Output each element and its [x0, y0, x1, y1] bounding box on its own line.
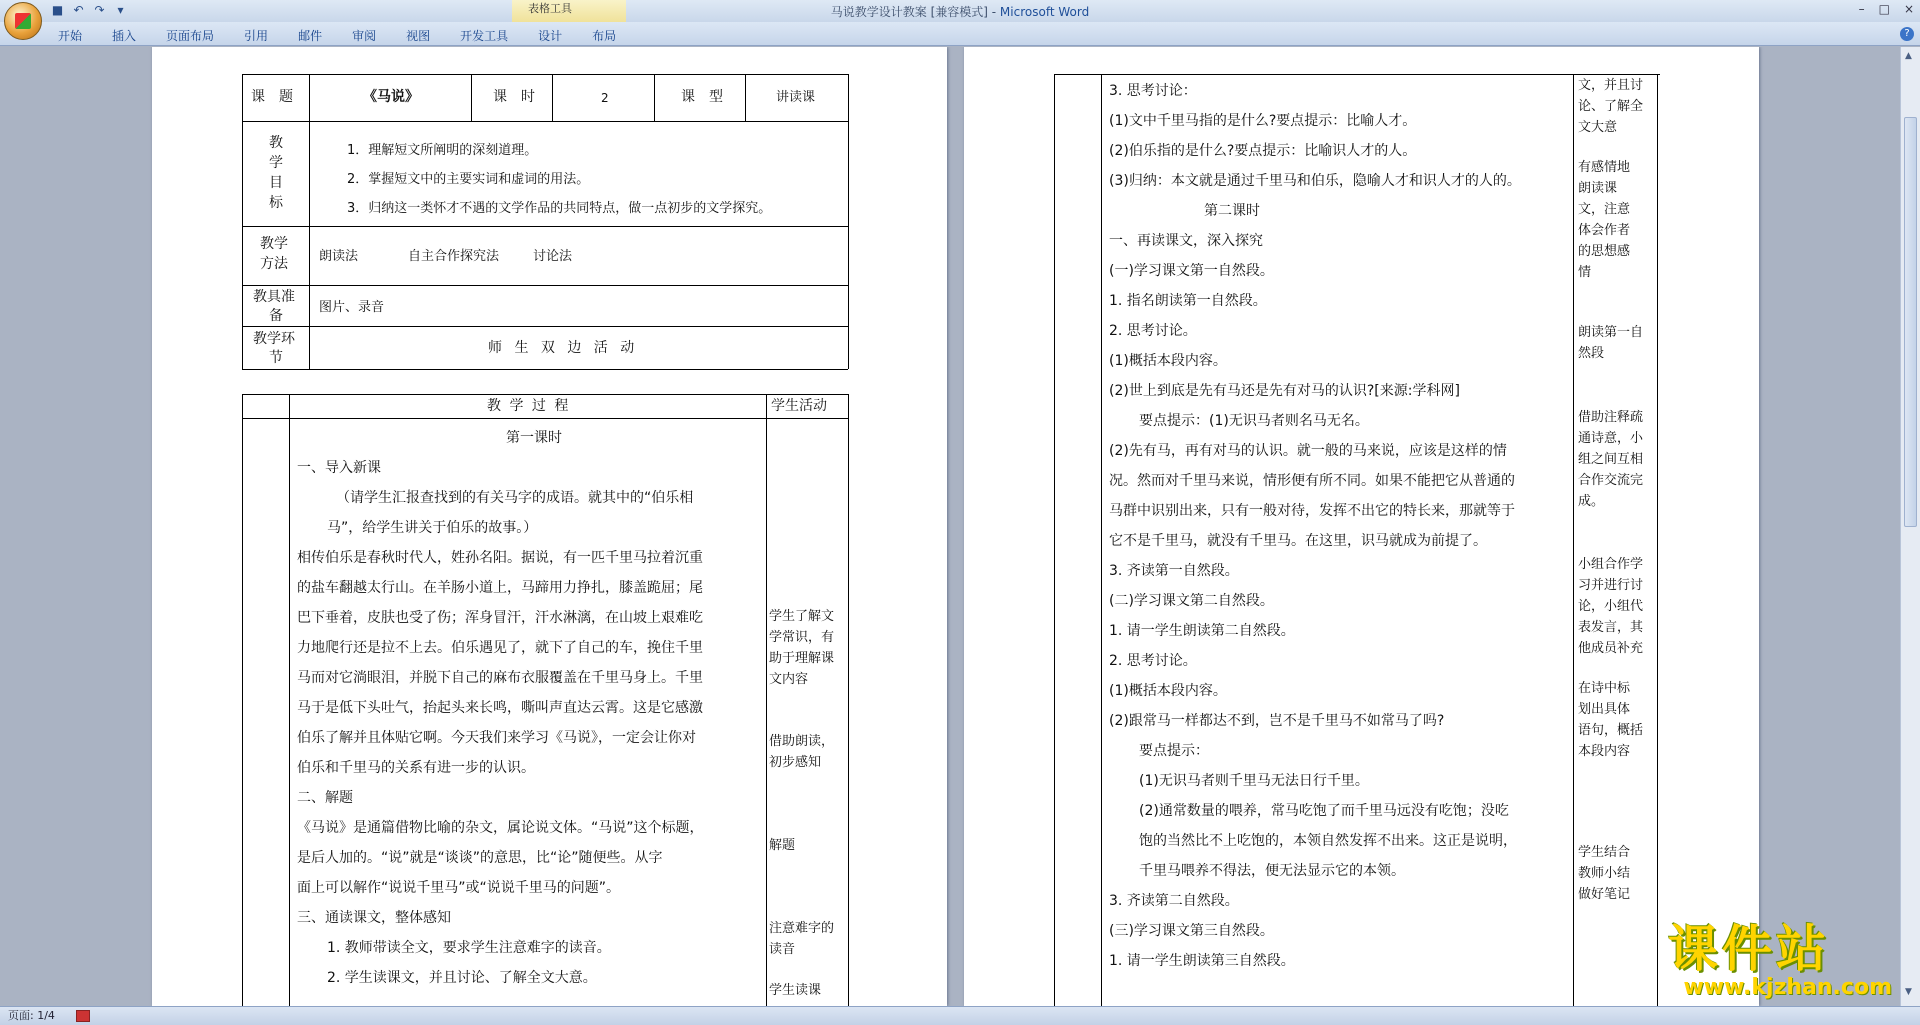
redo-icon[interactable]: ↷	[94, 3, 105, 17]
table-tools-title: 表格工具	[512, 0, 626, 22]
vertical-scrollbar[interactable]	[1900, 47, 1920, 1006]
side-note: 论，小组代	[1578, 599, 1644, 614]
text-line: 要点提示：	[1139, 743, 1209, 759]
side-note: 论、了解全	[1578, 99, 1644, 114]
scroll-down-icon[interactable]: ▼	[1905, 987, 1912, 997]
goal-label-char: 标	[269, 195, 283, 211]
text-line: (二)学习课文第二自然段。	[1109, 593, 1274, 609]
table-border	[242, 418, 848, 419]
lesson-type-label: 课 型	[681, 89, 723, 105]
side-note: 借助朗读，	[769, 734, 835, 749]
proofing-icon[interactable]	[76, 1010, 90, 1022]
minimize-button[interactable]: –	[1858, 2, 1865, 16]
method-item: 朗读法	[319, 249, 359, 264]
text-line: 3. 齐读第二自然段。	[1109, 893, 1239, 909]
logo-text: 课件站	[1668, 920, 1830, 978]
goal-label-char: 学	[269, 155, 283, 171]
side-note: 解题	[769, 838, 796, 853]
undo-icon[interactable]: ↶	[73, 3, 84, 17]
link-label: 节	[269, 350, 283, 366]
text-line: 千里马喂养不得法，便无法显示它的本领。	[1139, 863, 1405, 879]
text-line: (2)先有马，再有对马的认识。就一般的马来说，应该是这样的情	[1109, 443, 1507, 459]
lesson-hours-label: 课 时	[493, 89, 535, 105]
text-line: 2. 思考讨论。	[1109, 323, 1197, 339]
table-border	[1054, 74, 1055, 1006]
side-note: 表发言，其	[1578, 620, 1644, 635]
text-line: 饱的当然比不上吃饱的，本领自然发挥不出来。这正是说明，	[1139, 833, 1517, 849]
text-line: 第一课时	[506, 430, 562, 446]
side-note: 学生读课	[769, 983, 822, 998]
tab-references[interactable]: 引用	[244, 29, 269, 43]
logo-url: www.kjzhan.com	[1683, 975, 1892, 1000]
side-note: 助于理解课	[769, 651, 835, 666]
text-line: 巴下垂着，皮肤也受了伤；浑身冒汗，汗水淋漓，在山坡上艰难吃	[297, 610, 703, 626]
tab-view[interactable]: 视图	[406, 29, 431, 43]
side-note: 文，并且讨	[1578, 78, 1644, 93]
text-line: (1)概括本段内容。	[1109, 353, 1227, 369]
text-line: (3)归纳：本文就是通过千里马和伯乐，隐喻人才和识人才的人的。	[1109, 173, 1521, 189]
text-line: 马群中识别出来，只有一般对待，发挥不出它的特长来，那就等于	[1109, 503, 1515, 519]
table-border	[242, 74, 848, 75]
side-note: 情	[1578, 265, 1592, 280]
side-note: 体会作者	[1578, 223, 1631, 238]
method-item: 自主合作探究法	[408, 249, 500, 264]
table-border	[242, 394, 848, 395]
method-label: 教学	[260, 236, 288, 252]
link-value: 师 生 双 边 活 动	[488, 340, 639, 356]
text-line: 的盐车翻越太行山。在羊肠小道上，马蹄用力挣扎，膝盖跪屈；尾	[297, 580, 703, 596]
text-line: (2)跟常马一样都达不到，岂不是千里马不如常马了吗?	[1109, 713, 1445, 729]
table-border	[471, 74, 472, 121]
table-border	[242, 285, 848, 286]
tools-label: 备	[269, 308, 283, 324]
side-note: 习并进行讨	[1578, 578, 1644, 593]
side-note: 学常识，有	[769, 630, 835, 645]
table-border	[289, 394, 290, 1006]
table-border	[1573, 74, 1574, 1006]
side-note: 做好笔记	[1578, 887, 1631, 902]
text-line: 要点提示：(1)无识马者则名马无名。	[1139, 413, 1369, 429]
text-line: 伯乐了解并且体贴它啊。今天我们来学习《马说》，一定会让你对	[297, 730, 696, 746]
tab-mailings[interactable]: 邮件	[298, 29, 323, 43]
text-line: 力地爬行还是拉不上去。伯乐遇见了，就下了自己的车，挽住千里	[297, 640, 703, 656]
lesson-type-value: 讲读课	[776, 90, 816, 105]
text-line: (2)伯乐指的是什么?要点提示：比喻识人才的人。	[1109, 143, 1417, 159]
text-line: (2)通常数量的喂养，常马吃饱了而千里马远没有吃饱；没吃	[1139, 803, 1509, 819]
side-note: 学生了解文	[769, 609, 835, 624]
side-note: 借助注释疏	[1578, 410, 1644, 425]
table-border	[242, 369, 848, 370]
side-note: 有感情地	[1578, 160, 1631, 175]
tab-review[interactable]: 审阅	[352, 29, 377, 43]
side-note: 他成员补充	[1578, 641, 1644, 656]
text-line: 1. 请一学生朗读第三自然段。	[1109, 953, 1295, 969]
side-note: 注意难字的	[769, 921, 835, 936]
goal-label-char: 目	[269, 175, 283, 191]
document-area	[0, 47, 1900, 1006]
table-border	[766, 394, 767, 1006]
text-line: 1. 指名朗读第一自然段。	[1109, 293, 1267, 309]
side-note: 组之间互相	[1578, 452, 1644, 467]
status-bar	[0, 1006, 1920, 1025]
side-note: 文大意	[1578, 120, 1618, 135]
text-line: (1)文中千里马指的是什么?要点提示：比喻人才。	[1109, 113, 1417, 129]
side-note: 通诗意，小	[1578, 431, 1644, 446]
tab-layout[interactable]: 布局	[592, 29, 617, 43]
maximize-button[interactable]: □	[1878, 2, 1890, 16]
table-border	[242, 226, 848, 227]
table-border	[654, 74, 655, 121]
lesson-title-label: 课 题	[251, 89, 293, 105]
ribbon	[0, 22, 1920, 46]
side-note: 小组合作学	[1578, 557, 1644, 572]
text-line: 况。然而对千里马来说，情形便有所不同。如果不能把它从普通的	[1109, 473, 1515, 489]
title-bar	[0, 0, 1920, 22]
tools-value: 图片、录音	[319, 300, 385, 315]
text-line: (1)概括本段内容。	[1109, 683, 1227, 699]
side-note: 读音	[769, 942, 796, 957]
table-border	[242, 121, 848, 122]
student-activity-header: 学生活动	[771, 398, 827, 414]
text-line: 二、解题	[297, 790, 353, 806]
app-name: Microsoft Word	[999, 5, 1090, 19]
process-header: 教 学 过 程	[487, 398, 571, 414]
goal-item: 1．理解短文所阐明的深刻道理。	[347, 143, 538, 158]
table-border	[745, 74, 746, 121]
table-border	[1657, 74, 1658, 1006]
text-line: 三、通读课文，整体感知	[297, 910, 451, 926]
text-line: 《马说》是通篇借物比喻的杂文，属论说文体。“马说”这个标题，	[297, 820, 704, 836]
side-note: 的思想感	[1578, 244, 1631, 259]
scrollbar-thumb[interactable]	[1904, 117, 1917, 527]
side-note: 初步感知	[769, 755, 822, 770]
text-line: (1)无识马者则千里马无法日行千里。	[1139, 773, 1369, 789]
text-line: 马”，给学生讲关于伯乐的故事。）	[327, 520, 538, 536]
tab-insert[interactable]: 插入	[112, 29, 137, 43]
text-line: （请学生汇报查找到的有关马字的成语。就其中的“伯乐相	[336, 490, 694, 506]
goal-item: 2．掌握短文中的主要实词和虚词的用法。	[347, 172, 590, 187]
close-button[interactable]: ×	[1903, 2, 1914, 16]
side-note: 划出具体	[1578, 702, 1631, 717]
text-line: 3. 思考讨论：	[1109, 83, 1197, 99]
document-page-1[interactable]	[152, 47, 947, 1006]
office-logo-icon	[15, 13, 31, 29]
side-note: 朗读第一自	[1578, 325, 1644, 340]
text-line: 马而对它淌眼泪，并脱下自己的麻布衣服覆盖在千里马身上。千里	[297, 670, 703, 686]
text-line: 一、再读课文，深入探究	[1109, 233, 1263, 249]
page-indicator[interactable]: 页面: 1/4	[8, 1009, 55, 1022]
tab-developer[interactable]: 开发工具	[460, 29, 509, 43]
side-note: 在诗中标	[1578, 681, 1631, 696]
side-note: 语句，概括	[1578, 723, 1644, 738]
save-icon[interactable]: ■	[51, 3, 64, 17]
side-note: 合作交流完	[1578, 473, 1644, 488]
side-note: 学生结合	[1578, 845, 1631, 860]
text-line: 伯乐和千里马的关系有进一步的认识。	[297, 760, 535, 776]
text-line: (三)学习课文第三自然段。	[1109, 923, 1274, 939]
side-note: 文，注意	[1578, 202, 1631, 217]
side-note: 朗读课	[1578, 181, 1618, 196]
table-border	[242, 394, 243, 1006]
table-border	[552, 74, 553, 121]
table-border	[242, 74, 243, 369]
ribbon-tabs	[58, 27, 646, 44]
goal-label-char: 教	[269, 135, 283, 151]
text-line: 面上可以解作“说说千里马”或“说说千里马的问题”。	[297, 880, 621, 896]
text-line: (一)学习课文第一自然段。	[1109, 263, 1274, 279]
text-line: 它不是千里马，就没有千里马。在这里，识马就成为前提了。	[1109, 533, 1487, 549]
quick-access-toolbar	[50, 3, 128, 18]
method-label: 方法	[260, 256, 288, 272]
text-line: 2. 学生读课文，并且讨论、了解全文大意。	[327, 970, 597, 986]
tab-page-layout[interactable]: 页面布局	[166, 29, 215, 43]
goal-item: 3．归纳这一类怀才不遇的文学作品的共同特点，做一点初步的文学探究。	[347, 201, 772, 216]
table-border	[1054, 74, 1660, 75]
side-note: 本段内容	[1578, 744, 1631, 759]
table-border	[242, 326, 848, 327]
help-icon[interactable]: ?	[1900, 27, 1914, 41]
text-line: 相传伯乐是春秋时代人，姓孙名阳。据说，有一匹千里马拉着沉重	[297, 550, 703, 566]
side-note: 教师小结	[1578, 866, 1631, 881]
customize-qat-icon[interactable]: ▾	[117, 3, 124, 17]
tab-home[interactable]: 开始	[58, 29, 83, 43]
table-border	[848, 394, 849, 1006]
text-line: 2. 思考讨论。	[1109, 653, 1197, 669]
tools-label: 教具准	[253, 289, 295, 305]
window-title	[0, 3, 1920, 20]
lesson-hours-value: 2	[601, 91, 609, 105]
text-line: 一、导入新课	[297, 460, 381, 476]
link-label: 教学环	[253, 331, 295, 347]
text-line: 1. 教师带读全文，要求学生注意难字的读音。	[327, 940, 611, 956]
text-line: 是后人加的。“说”就是“谈谈”的意思，比“论”随便些。从字	[297, 850, 663, 866]
table-border	[309, 74, 310, 369]
side-note: 成。	[1578, 494, 1605, 509]
tab-design[interactable]: 设计	[538, 29, 563, 43]
table-border	[848, 74, 849, 369]
method-item: 讨论法	[533, 249, 573, 264]
office-button[interactable]	[4, 2, 42, 40]
text-line: 马于是低下头吐气，抬起头来长鸣，嘶叫声直达云霄。这是它感激	[297, 700, 703, 716]
document-name: 马说教学设计教案 [兼容模式] -	[830, 5, 1000, 19]
watermark-logo	[1668, 921, 1898, 1001]
text-line: 1. 请一学生朗读第二自然段。	[1109, 623, 1295, 639]
window-controls	[1859, 2, 1914, 16]
side-note: 文内容	[769, 672, 809, 687]
table-border	[1101, 74, 1102, 1006]
scroll-up-icon[interactable]: ▲	[1905, 51, 1912, 61]
document-page-2[interactable]	[964, 47, 1759, 1006]
text-line: 第二课时	[1204, 203, 1260, 219]
lesson-title-value: 《马说》	[363, 89, 419, 105]
text-line: 3. 齐读第一自然段。	[1109, 563, 1239, 579]
text-line: (2)世上到底是先有马还是先有对马的认识?[来源:学科网]	[1109, 383, 1460, 399]
side-note: 然段	[1578, 346, 1605, 361]
